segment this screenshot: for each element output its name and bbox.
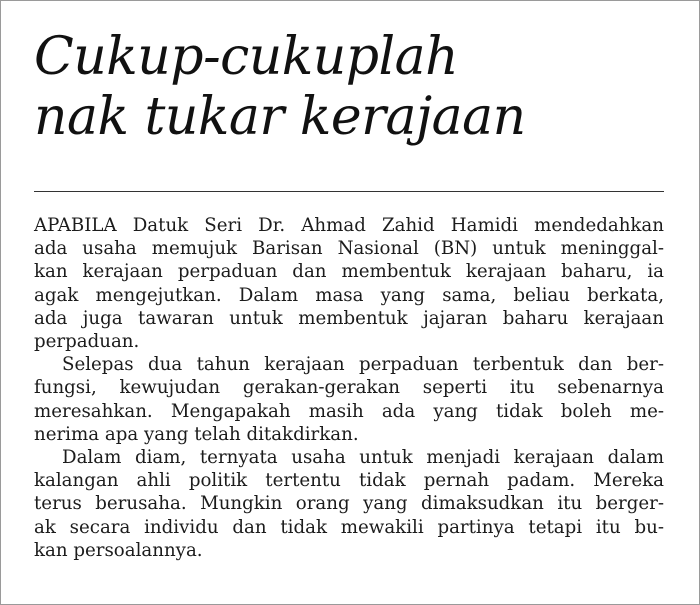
body-line: perpaduan. <box>34 331 140 353</box>
body-line: fungsi, kewujudan gerakan-gerakan seperti itu sebenarnya <box>34 377 664 399</box>
paragraph-1 <box>34 214 664 353</box>
body-line: kan persoalannya. <box>34 539 203 561</box>
body-line: Dalam diam, ternyata usaha untuk menjadi kerajaan dalam <box>62 447 664 469</box>
body-line: ak secara individu dan tidak mewakili partinya tetapi itu bu- <box>34 516 664 538</box>
headline-divider <box>34 191 664 192</box>
paragraph-3 <box>34 446 664 562</box>
article-body <box>34 214 664 562</box>
headline-line-1: Cukup-cukuplah <box>34 27 459 87</box>
body-line: agak mengejutkan. Dalam masa yang sama, beliau berkata, <box>34 284 664 306</box>
body-line: kalangan ahli politik tertentu tidak pernah padam. Mereka <box>34 470 664 492</box>
body-line: ada juga tawaran untuk membentuk jajaran baharu kerajaan <box>34 307 664 329</box>
body-line: nerima apa yang telah ditakdirkan. <box>34 423 359 445</box>
body-line: Selepas dua tahun kerajaan perpaduan terbentuk dan ber- <box>62 354 664 376</box>
body-line: ada usaha memujuk Barisan Nasional (BN) untuk meninggal- <box>34 238 664 260</box>
body-line: APABILA Datuk Seri Dr. Ahmad Zahid Hamidi mendedahkan <box>34 215 664 236</box>
body-line: kan kerajaan perpaduan dan membentuk kerajaan baharu, ia <box>34 261 664 283</box>
body-line: meresahkan. Mengapakah masih ada yang tidak boleh me- <box>34 400 664 422</box>
body-line: terus berusaha. Mungkin orang yang dimaksudkan itu berger- <box>34 493 664 515</box>
paragraph-2 <box>34 353 664 446</box>
headline-line-2: nak tukar kerajaan <box>34 87 526 147</box>
headline <box>34 27 674 147</box>
